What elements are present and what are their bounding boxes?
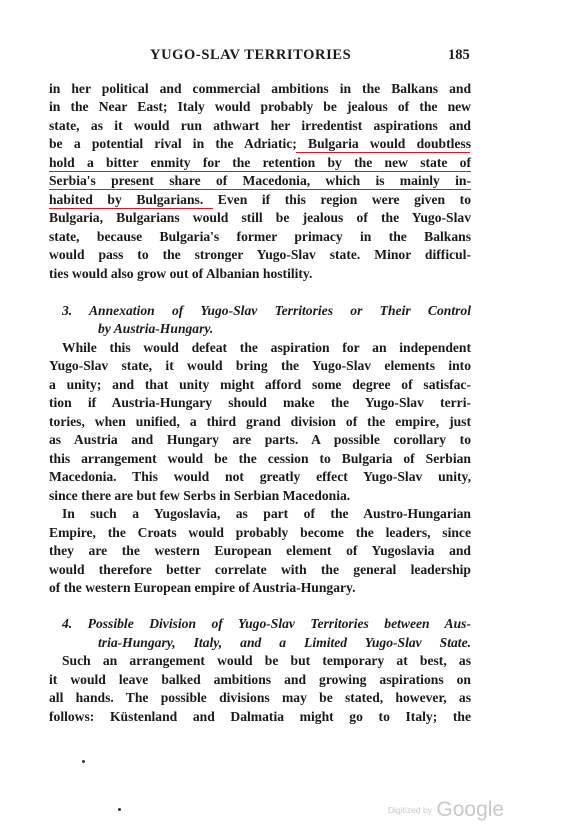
running-title: YUGO-SLAV TERRITORIES: [150, 47, 352, 63]
text-line: a unity; and that unity might afford some degree of satisfac-: [49, 377, 471, 392]
google-logo-text: Google: [436, 798, 505, 821]
text-line: they are the western European element of Yugoslavia and: [49, 543, 471, 558]
underline-mark: [49, 189, 471, 190]
text-line: as Austria and Hungary are parts. A possible corollary to: [49, 432, 471, 447]
text-line: In such a Yugoslavia, as part of the Austro-Hungarian: [62, 506, 471, 521]
scan-speck: [82, 760, 85, 763]
underline-mark: [296, 152, 470, 153]
text-line: of the western European empire of Austria-Hungary.: [49, 580, 356, 595]
text-line: it would leave balked ambitions and growing aspirations on: [49, 672, 471, 687]
digitized-by-google-watermark: [388, 798, 504, 822]
scan-speck: [118, 808, 121, 811]
text-line: hold a bitter enmity for the retention by the new state of: [49, 155, 471, 170]
text-line: since there are but few Serbs in Serbian Macedonia.: [49, 488, 351, 503]
text-line: habited by Bulgarians. Even if this region were given to: [49, 192, 471, 207]
heading-line: tria-Hungary, Italy, and a Limited Yugo-Slav State.: [98, 635, 471, 650]
text-line: state, because Bulgaria's former primacy in the Balkans: [49, 229, 471, 244]
underline-mark: [49, 171, 471, 172]
text-line: in the Near East; Italy would probably be jealous of the new: [49, 99, 471, 114]
heading-line: 3. Annexation of Yugo-Slav Territories or Their Control: [62, 303, 471, 318]
heading-line: by Austria-Hungary.: [98, 321, 214, 336]
text-line: Such an arrangement would be but temporary at best, as: [62, 653, 471, 668]
page-number: 185: [448, 47, 470, 63]
text-line: this arrangement would be the cession to Bulgaria of Serbian: [49, 451, 471, 466]
text-line: would therefore better correlate with the general leadership: [49, 562, 471, 577]
text-line: state, as it would run athwart her irredentist aspirations and: [49, 118, 471, 133]
page-header: [0, 47, 562, 69]
text-line: While this would defeat the aspiration for an independent: [62, 340, 471, 355]
text-line: in her political and commercial ambitions in the Balkans and: [49, 81, 471, 96]
text-line: Serbia's present share of Macedonia, which is mainly in-: [49, 173, 471, 188]
watermark-prefix: Digitized by: [388, 805, 432, 815]
text-line: follows: Küstenland and Dalmatia might go to Italy; the: [49, 709, 471, 724]
text-line: ties would also grow out of Albanian hostility.: [49, 266, 313, 281]
text-line: Yugo-Slav state, it would bring the Yugo-Slav elements into: [49, 358, 471, 373]
text-line: be a potential rival in the Adriatic; Bulgaria would doubtless: [49, 136, 471, 151]
text-line: would pass to the stronger Yugo-Slav state. Minor difficul-: [49, 247, 471, 262]
text-line: tion if Austria-Hungary should make the Yugo-Slav terri-: [49, 395, 471, 410]
heading-line: 4. Possible Division of Yugo-Slav Territories between Aus-: [62, 616, 471, 631]
text-line: Macedonia. This would not greatly effect Yugo-Slav unity,: [49, 469, 471, 484]
text-line: Bulgaria, Bulgarians would still be jealous of the Yugo-Slav: [49, 210, 471, 225]
text-line: tories, when unified, a third grand division of the empire, just: [49, 414, 471, 429]
underline-mark: [49, 208, 213, 209]
text-line: all hands. The possible divisions may be stated, however, as: [49, 690, 471, 705]
text-line: Empire, the Croats would probably become the leaders, since: [49, 525, 471, 540]
